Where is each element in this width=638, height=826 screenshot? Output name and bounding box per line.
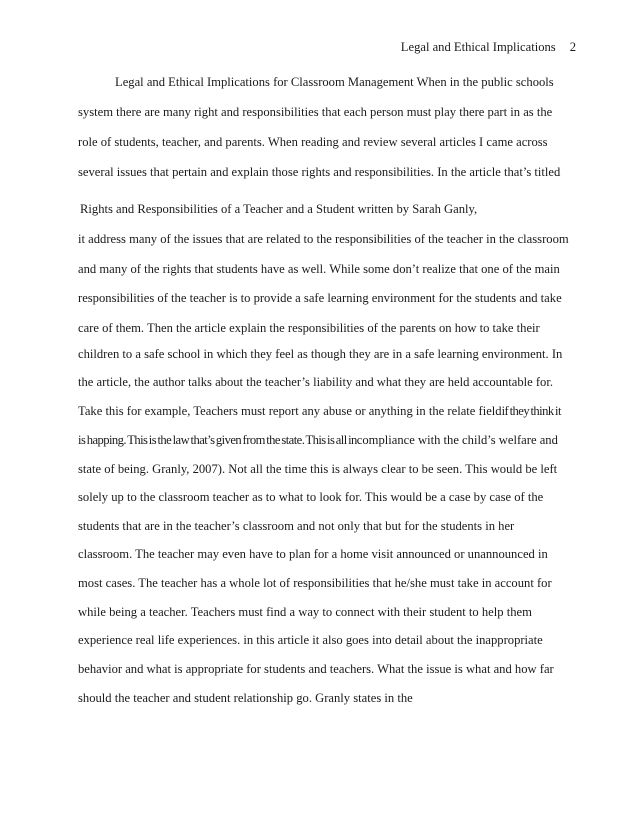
line-text: Take this for example, Teachers must report any abuse or anything in the relate field — [78, 404, 502, 418]
line-text: compliance with the child’s welfare and — [356, 433, 558, 447]
paragraph-line: several issues that pertain and explain those rights and responsibilities. In the article that’s titled — [78, 165, 561, 179]
paragraph-line: Rights and Responsibilities of a Teacher and a Student written by Sarah Ganly, — [80, 202, 478, 216]
paragraph-line: most cases. The teacher has a whole lot of responsibilities that he/she must take in account for — [78, 576, 552, 590]
paragraph-line: Legal and Ethical Implications for Classroom Management When in the public schools — [115, 75, 554, 89]
paragraph-line: solely up to the classroom teacher as to what to look for. This would be a case by case of the — [78, 490, 544, 504]
paragraph-line: classroom. The teacher may even have to plan for a home visit announced or unannounced in — [78, 547, 548, 561]
paragraph-line: should the teacher and student relationship go. Granly states in the — [78, 691, 413, 705]
line-text-condensed: if they think it — [501, 404, 561, 418]
paragraph-line: children to a safe school in which they feel as though they are in a safe learning environment. In — [78, 347, 563, 361]
paragraph-line: the article, the author talks about the teacher’s liability and what they are held accountable for. — [78, 375, 553, 389]
page-number: 2 — [569, 40, 576, 54]
paragraph-line — [78, 402, 561, 420]
running-head — [300, 38, 576, 56]
paragraph-line: behavior and what is appropriate for students and teachers. What the issue is what and how far — [78, 662, 554, 676]
paragraph-line: care of them. Then the article explain the responsibilities of the parents on how to take their — [78, 321, 540, 335]
paragraph-line — [78, 431, 558, 449]
paragraph-line: responsibilities of the teacher is to provide a safe learning environment for the students and take — [78, 291, 562, 305]
paragraph-line: role of students, teacher, and parents. When reading and review several articles I came across — [78, 135, 548, 149]
paragraph-line: state of being. Granly, 2007). Not all the time this is always clear to be seen. This would be left — [78, 462, 558, 476]
paragraph-line: system there are many right and responsibilities that each person must play there part in as the — [78, 105, 553, 119]
line-text-condensed: is happing. This is the law that’s given from the state. This is all in — [78, 433, 357, 447]
paragraph-line: students that are in the teacher’s classroom and not only that but for the students in her — [78, 519, 515, 533]
paragraph-line: and many of the rights that students have as well. While some don’t realize that one of the main — [78, 262, 560, 276]
running-head-title: Legal and Ethical Implications — [400, 40, 556, 54]
paragraph-line: experience real life experiences. in this article it also goes into detail about the inappropriate — [78, 633, 543, 647]
paragraph-line: while being a teacher. Teachers must find a way to connect with their student to help them — [78, 605, 532, 619]
paragraph-line: it address many of the issues that are related to the responsibilities of the teacher in the classroom — [78, 232, 569, 246]
